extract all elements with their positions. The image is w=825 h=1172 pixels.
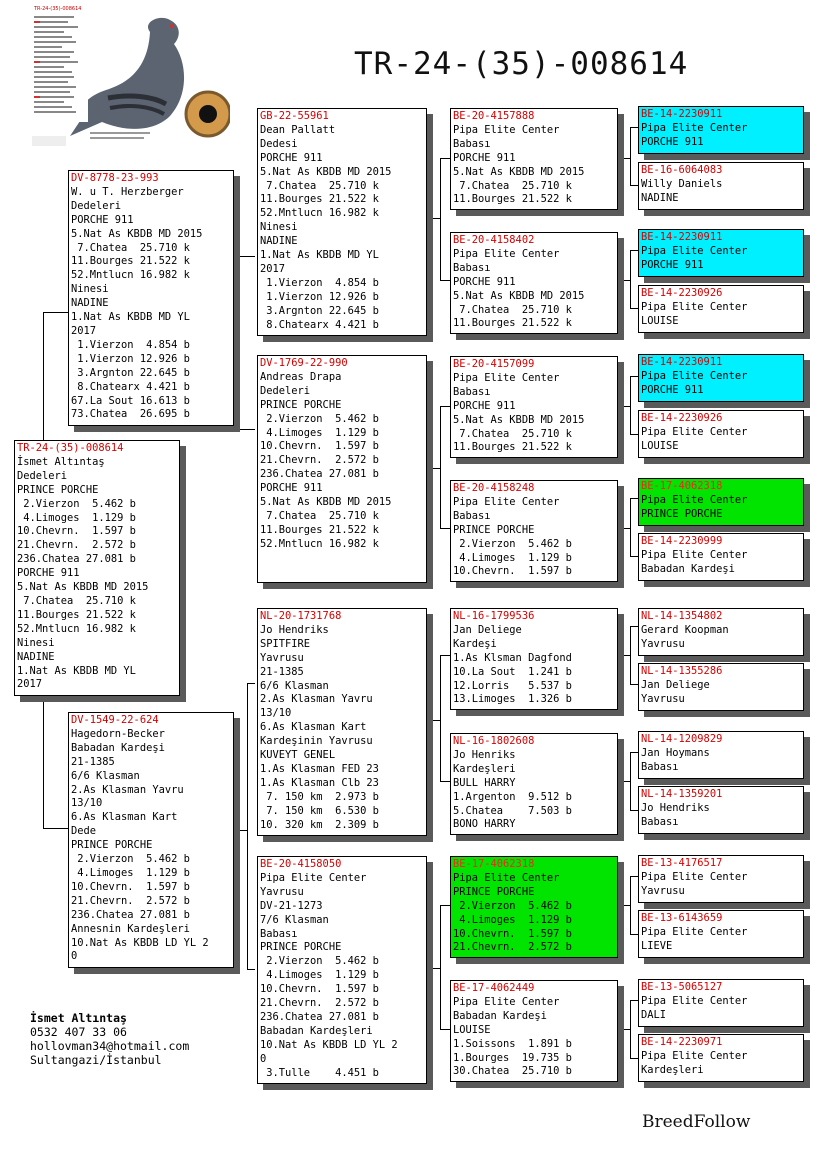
card-text: 4.Limoges 1.129 b: [260, 969, 379, 982]
ring-number: BE-14-2230926: [641, 287, 723, 299]
card-text: Jan Hoymans: [641, 746, 710, 759]
pedigree-card-gen4[interactable]: [638, 533, 804, 581]
card-text: 2017: [17, 678, 43, 691]
owner-name: İsmet Altıntaş: [30, 1011, 127, 1025]
card-text: 3.Tulle 4.451 b: [260, 1066, 379, 1079]
card-text: 11.Bourges 21.522 k: [71, 255, 190, 268]
card-text: Dedesi: [260, 137, 298, 150]
card-text: 21.Chevrn. 2.572 b: [453, 941, 572, 954]
card-text: 2017: [260, 262, 286, 275]
card-text: Annesnin Kardeşleri: [71, 922, 190, 935]
card-text: Yavrusu: [641, 884, 685, 897]
card-text: W. u T. Herzberger: [71, 185, 184, 198]
card-text: Ninesi: [260, 221, 298, 234]
card-text: 11.Bourges 21.522 k: [260, 523, 379, 536]
card-text: Pipa Elite Center: [641, 870, 748, 883]
card-text: Pipa Elite Center: [453, 371, 560, 384]
card-text: PRINCE PORCHE: [641, 507, 723, 520]
card-text: SPITFIRE: [260, 637, 311, 650]
card-text: 7.Chatea 25.710 k: [453, 179, 572, 192]
card-text: 1.Vierzon 12.926 b: [260, 290, 379, 303]
card-text: Hagedorn-Becker: [71, 727, 165, 740]
ring-number: GB-22-55961: [260, 110, 329, 122]
card-text: 2017: [71, 324, 97, 337]
ring-number: BE-17-4062318: [453, 858, 535, 870]
card-text: Pipa Elite Center: [641, 300, 748, 313]
card-text: Dedeleri: [17, 469, 68, 482]
card-text: LOUISE: [641, 439, 679, 452]
card-text: 0: [260, 1052, 267, 1065]
ring-number: BE-20-4157888: [453, 110, 535, 122]
pedigree-card-dam[interactable]: [68, 712, 234, 968]
card-text: 10. 320 km 2.309 b: [260, 818, 379, 831]
pedigree-card-granddam-paternal[interactable]: [257, 355, 427, 583]
card-text: PRINCE PORCHE: [453, 885, 535, 898]
card-text: 7. 150 km 2.973 b: [260, 790, 379, 803]
card-text: Babası: [260, 927, 298, 940]
card-text: Kardeşinin Yavrusu: [260, 735, 373, 748]
pedigree-card-granddam-maternal[interactable]: [257, 856, 427, 1084]
card-text: Babası: [453, 137, 491, 150]
ring-number: NL-14-1359201: [641, 788, 723, 800]
card-text: 4.Limoges 1.129 b: [17, 511, 136, 524]
card-text: PRINCE PORCHE: [17, 483, 99, 496]
card-text: 11.Bourges 21.522 k: [453, 441, 572, 454]
card-text: Pipa Elite Center: [641, 925, 748, 938]
card-text: 11.Bourges 21.522 k: [453, 317, 572, 330]
ring-number: BE-13-4176517: [641, 857, 723, 869]
pedigree-card-gen4-highlighted[interactable]: [638, 106, 804, 154]
card-text: DALI: [641, 1008, 667, 1021]
card-text: 21.Chevrn. 2.572 b: [260, 454, 379, 467]
card-text: PORCHE 911: [260, 151, 323, 164]
pedigree-card-gen4[interactable]: [638, 1034, 804, 1082]
card-text: 2.As Klasman Yavru: [260, 693, 373, 706]
card-text: Dedeleri: [260, 384, 311, 397]
pedigree-card-subject[interactable]: [14, 440, 180, 696]
card-text: 4.Limoges 1.129 b: [71, 866, 190, 879]
pedigree-card-gen4[interactable]: [638, 731, 804, 779]
pedigree-card-gen4[interactable]: [638, 663, 804, 711]
card-text: 7.Chatea 25.710 k: [260, 509, 379, 522]
pedigree-card-gen4[interactable]: [638, 855, 804, 903]
card-text: 10.Nat As KBDB LD YL 2: [260, 1038, 398, 1051]
card-text: NADINE: [71, 297, 109, 310]
ring-number: NL-20-1731768: [260, 610, 342, 622]
card-text: 7. 150 km 6.530 b: [260, 804, 379, 817]
ring-number: BE-14-2230926: [641, 412, 723, 424]
card-text: 67.La Sout 16.613 b: [71, 394, 190, 407]
card-text: 2.Vierzon 5.462 b: [260, 412, 379, 425]
card-text: 2.Vierzon 5.462 b: [71, 853, 190, 866]
card-text: PORCHE 911: [453, 275, 516, 288]
card-text: 21.Chevrn. 2.572 b: [71, 894, 190, 907]
card-text: 10.Nat As KBDB LD YL 2: [71, 936, 209, 949]
card-text: Dedeleri: [71, 199, 122, 212]
card-text: 21-1385: [71, 755, 115, 768]
card-text: 2.Vierzon 5.462 b: [260, 955, 379, 968]
pedigree-card-gen4[interactable]: [638, 608, 804, 656]
ring-number: BE-20-4158248: [453, 482, 535, 494]
card-text: Babadan Kardeşi: [641, 562, 735, 575]
pedigree-card-sire[interactable]: [68, 170, 234, 426]
owner-email: hollovman34@hotmail.com: [30, 1039, 190, 1053]
card-text: 11.Bourges 21.522 k: [453, 193, 572, 206]
ring-number: NL-16-1802608: [453, 735, 535, 747]
card-text: 52.Mntlucn 16.982 k: [17, 622, 136, 635]
card-text: Pipa Elite Center: [453, 123, 560, 136]
card-text: BONO HARRY: [453, 818, 516, 831]
card-text: 236.Chatea 27.081 b: [17, 553, 136, 566]
card-text: 2.Vierzon 5.462 b: [453, 537, 572, 550]
card-text: LOUISE: [641, 314, 679, 327]
card-text: Pipa Elite Center: [641, 121, 748, 134]
card-text: 8.Chatearx 4.421 b: [260, 318, 379, 331]
card-text: Babası: [453, 385, 491, 398]
card-text: Pipa Elite Center: [453, 495, 560, 508]
ring-number: BE-17-4062318: [641, 480, 723, 492]
ring-number: DV-1549-22-624: [71, 714, 159, 726]
card-text: LIEVE: [641, 939, 673, 952]
card-text: Yavrusu: [260, 885, 304, 898]
card-text: NADINE: [260, 235, 298, 248]
card-text: 5.Chatea 7.503 b: [453, 804, 572, 817]
card-text: 1.Vierzon 12.926 b: [71, 352, 190, 365]
owner-address: Sultangazi/İstanbul: [30, 1053, 162, 1067]
card-text: 10.Chevrn. 1.597 b: [17, 525, 136, 538]
card-text: PORCHE 911: [17, 567, 80, 580]
card-text: PORCHE 911: [453, 399, 516, 412]
card-text: 13/10: [260, 707, 292, 720]
card-text: Pipa Elite Center: [641, 548, 748, 561]
page-title: TR-24-(35)-008614: [354, 46, 689, 82]
card-text: Pipa Elite Center: [641, 493, 748, 506]
ring-number: BE-14-2230911: [641, 231, 723, 243]
card-text: Ninesi: [71, 283, 109, 296]
card-text: 6/6 Klasman: [71, 769, 140, 782]
ring-number: BE-17-4062449: [453, 982, 535, 994]
card-text: PRINCE PORCHE: [71, 839, 153, 852]
pedigree-card-gen3[interactable]: [450, 356, 618, 458]
card-text: 5.Nat As KBDB MD 2015: [260, 165, 392, 178]
card-text: 12.Lorris 5.537 b: [453, 679, 572, 692]
card-text: 1.As Klsman Dagfond: [453, 651, 572, 664]
card-text: Pipa Elite Center: [641, 244, 748, 257]
ring-number: BE-20-4157099: [453, 358, 535, 370]
card-text: Yavrusu: [260, 651, 304, 664]
card-text: 236.Chatea 27.081 b: [71, 908, 190, 921]
card-text: 2.Vierzon 5.462 b: [453, 899, 572, 912]
card-text: Jan Deliege: [453, 623, 522, 636]
card-text: Babadan Kardeşleri: [260, 1024, 373, 1037]
card-text: Babadan Kardeşi: [453, 1009, 547, 1022]
card-text: 11.Bourges 21.522 k: [17, 608, 136, 621]
card-text: Dean Pallatt: [260, 123, 336, 136]
card-text: 7.Chatea 25.710 k: [453, 303, 572, 316]
card-text: 5.Nat As KBDB MD 2015: [260, 496, 392, 509]
pedigree-card-gen4-highlighted[interactable]: [638, 229, 804, 277]
card-text: 5.Nat As KBDB MD 2015: [17, 581, 149, 594]
card-text: 1.Argenton 9.512 b: [453, 790, 572, 803]
card-text: BULL HARRY: [453, 776, 516, 789]
ring-number: BE-16-6064083: [641, 164, 723, 176]
pedigree-card-gen4-highlighted[interactable]: [638, 478, 804, 526]
card-text: 1.Vierzon 4.854 b: [260, 276, 379, 289]
card-text: Pipa Elite Center: [453, 871, 560, 884]
card-text: PORCHE 911: [453, 151, 516, 164]
card-text: 7.Chatea 25.710 k: [17, 594, 136, 607]
card-text: LOUISE: [453, 1023, 491, 1036]
card-text: 6/6 Klasman: [260, 679, 329, 692]
card-text: 236.Chatea 27.081 b: [260, 468, 379, 481]
card-text: Pipa Elite Center: [641, 369, 748, 382]
card-text: 10.Chevrn. 1.597 b: [260, 983, 379, 996]
pedigree-card-gen4[interactable]: [638, 910, 804, 958]
card-text: Ninesi: [17, 636, 55, 649]
card-text: 10.Chevrn. 1.597 b: [260, 440, 379, 453]
ring-number: BE-13-5065127: [641, 981, 723, 993]
card-text: Babası: [641, 815, 679, 828]
card-text: Yavrusu: [641, 637, 685, 650]
card-text: Kardeşi: [453, 637, 497, 650]
card-text: 1.As Klasman FED 23: [260, 762, 379, 775]
card-text: 5.Nat As KBDB MD 2015: [453, 289, 585, 302]
card-text: 7.Chatea 25.710 k: [71, 241, 190, 254]
card-text: 1.As Klasman Clb 23: [260, 776, 379, 789]
card-text: 3.Argnton 22.645 b: [260, 304, 379, 317]
card-text: PORCHE 911: [260, 482, 323, 495]
ring-number: NL-14-1209829: [641, 733, 723, 745]
card-text: İsmet Altıntaş: [17, 455, 105, 468]
ring-number: TR-24-(35)-008614: [17, 442, 124, 454]
card-text: 4.Limoges 1.129 b: [260, 426, 379, 439]
pigeon-photo-thumbnail: [30, 4, 230, 152]
pedigree-card-grandsire-paternal[interactable]: [257, 108, 427, 336]
card-text: 2.As Klasman Yavru: [71, 783, 184, 796]
card-text: 52.Mntlucn 16.982 k: [260, 537, 379, 550]
card-text: KUVEYT GENEL: [260, 749, 336, 762]
ring-number: DV-1769-22-990: [260, 357, 348, 369]
card-text: 1.Nat As KBDB MD YL: [260, 249, 379, 262]
brand-logo-text: BreedFollow: [642, 1112, 751, 1132]
card-text: Pipa Elite Center: [641, 1049, 748, 1062]
card-text: NADINE: [17, 650, 55, 663]
pedigree-card-gen3[interactable]: [450, 733, 618, 835]
card-text: Jo Hendriks: [260, 623, 329, 636]
pedigree-card-gen4-highlighted[interactable]: [638, 354, 804, 402]
card-text: Gerard Koopman: [641, 623, 729, 636]
card-text: 21.Chevrn. 2.572 b: [17, 539, 136, 552]
card-text: PRINCE PORCHE: [260, 941, 342, 954]
card-text: 10.Chevrn. 1.597 b: [453, 565, 572, 578]
card-text: PORCHE 911: [641, 383, 704, 396]
pedigree-card-gen3[interactable]: [450, 108, 618, 210]
pedigree-card-gen3-highlighted[interactable]: [450, 856, 618, 958]
card-text: 10.La Sout 1.241 b: [453, 665, 572, 678]
pedigree-card-gen3[interactable]: [450, 608, 618, 710]
card-text: 73.Chatea 26.695 b: [71, 408, 190, 421]
card-text: Jo Henriks: [453, 748, 516, 761]
card-text: 5.Nat As KBDB MD 2015: [71, 227, 203, 240]
pedigree-card-gen3[interactable]: [450, 480, 618, 582]
card-text: 6.As Klasman Kart: [260, 721, 367, 734]
card-text: 1.Nat As KBDB MD YL: [71, 311, 190, 324]
ring-number: BE-20-4158050: [260, 858, 342, 870]
card-text: 52.Mntlucn 16.982 k: [260, 207, 379, 220]
card-text: 2.Vierzon 5.462 b: [17, 497, 136, 510]
card-text: 1.Soissons 1.891 b: [453, 1037, 572, 1050]
card-text: 10.Chevrn. 1.597 b: [453, 927, 572, 940]
card-text: PRINCE PORCHE: [453, 523, 535, 536]
card-text: 21-1385: [260, 665, 304, 678]
thumb-ring: TR-24-(35)-008614: [34, 6, 82, 12]
card-text: 4.Limoges 1.129 b: [453, 551, 572, 564]
ring-number: BE-14-2230971: [641, 1036, 723, 1048]
owner-contact-block: [30, 1011, 189, 1067]
card-text: 236.Chatea 27.081 b: [260, 1010, 379, 1023]
ring-number: NL-14-1354802: [641, 610, 723, 622]
card-text: PORCHE 911: [641, 135, 704, 148]
pedigree-card-gen3[interactable]: [450, 980, 618, 1082]
card-text: 52.Mntlucn 16.982 k: [71, 269, 190, 282]
card-text: 13/10: [71, 797, 103, 810]
card-text: 1.Nat As KBDB MD YL: [17, 664, 136, 677]
card-text: PORCHE 911: [641, 258, 704, 271]
card-text: PRINCE PORCHE: [260, 398, 342, 411]
pedigree-card-grandsire-maternal[interactable]: [257, 608, 427, 836]
ring-number: NL-16-1799536: [453, 610, 535, 622]
card-text: Babası: [641, 760, 679, 773]
card-text: Babası: [453, 261, 491, 274]
card-text: 7.Chatea 25.710 k: [260, 179, 379, 192]
card-text: 30.Chatea 25.710 b: [453, 1065, 572, 1078]
ring-number: BE-13-6143659: [641, 912, 723, 924]
card-text: Kardeşleri: [641, 1063, 704, 1076]
card-text: 7.Chatea 25.710 k: [453, 427, 572, 440]
card-text: 3.Argnton 22.645 b: [71, 366, 190, 379]
pedigree-card-gen4[interactable]: [638, 162, 804, 210]
pedigree-card-gen4[interactable]: [638, 410, 804, 458]
card-text: 1.Vierzon 4.854 b: [71, 338, 190, 351]
card-text: Pipa Elite Center: [260, 871, 367, 884]
ring-number: BE-14-2230999: [641, 535, 723, 547]
card-text: Kardeşleri: [453, 762, 516, 775]
pedigree-card-gen4[interactable]: [638, 786, 804, 834]
card-text: Dede: [71, 825, 97, 838]
card-text: Babadan Kardeşi: [71, 741, 165, 754]
card-text: PORCHE 911: [71, 213, 134, 226]
card-text: Pipa Elite Center: [453, 247, 560, 260]
card-text: 0: [71, 950, 78, 963]
card-text: Pipa Elite Center: [641, 425, 748, 438]
card-text: Yavrusu: [641, 692, 685, 705]
pedigree-card-gen4[interactable]: [638, 979, 804, 1027]
owner-phone: 0532 407 33 06: [30, 1025, 127, 1039]
card-text: Pipa Elite Center: [453, 995, 560, 1008]
card-text: DV-21-1273: [260, 899, 323, 912]
card-text: Pipa Elite Center: [641, 994, 748, 1007]
ring-number: DV-8778-23-993: [71, 172, 159, 184]
card-text: 5.Nat As KBDB MD 2015: [453, 413, 585, 426]
card-text: 7/6 Klasman: [260, 913, 329, 926]
card-text: 8.Chatearx 4.421 b: [71, 380, 190, 393]
card-text: 13.Limoges 1.326 b: [453, 693, 572, 706]
card-text: NADINE: [641, 191, 679, 204]
pedigree-card-gen3[interactable]: [450, 232, 618, 334]
card-text: Andreas Drapa: [260, 370, 342, 383]
card-text: Jo Hendriks: [641, 801, 710, 814]
card-text: 4.Limoges 1.129 b: [453, 913, 572, 926]
ring-number: NL-14-1355286: [641, 665, 723, 677]
card-text: Willy Daniels: [641, 177, 723, 190]
card-text: 1.Bourges 19.735 b: [453, 1051, 572, 1064]
card-text: 11.Bourges 21.522 k: [260, 193, 379, 206]
ring-number: BE-14-2230911: [641, 108, 723, 120]
card-text: 21.Chevrn. 2.572 b: [260, 997, 379, 1010]
card-text: 6.As Klasman Kart: [71, 811, 178, 824]
card-text: Babası: [453, 509, 491, 522]
ring-number: BE-14-2230911: [641, 356, 723, 368]
ring-number: BE-20-4158402: [453, 234, 535, 246]
card-text: Jan Deliege: [641, 678, 710, 691]
pedigree-card-gen4[interactable]: [638, 285, 804, 333]
card-text: 10.Chevrn. 1.597 b: [71, 880, 190, 893]
card-text: 5.Nat As KBDB MD 2015: [453, 165, 585, 178]
